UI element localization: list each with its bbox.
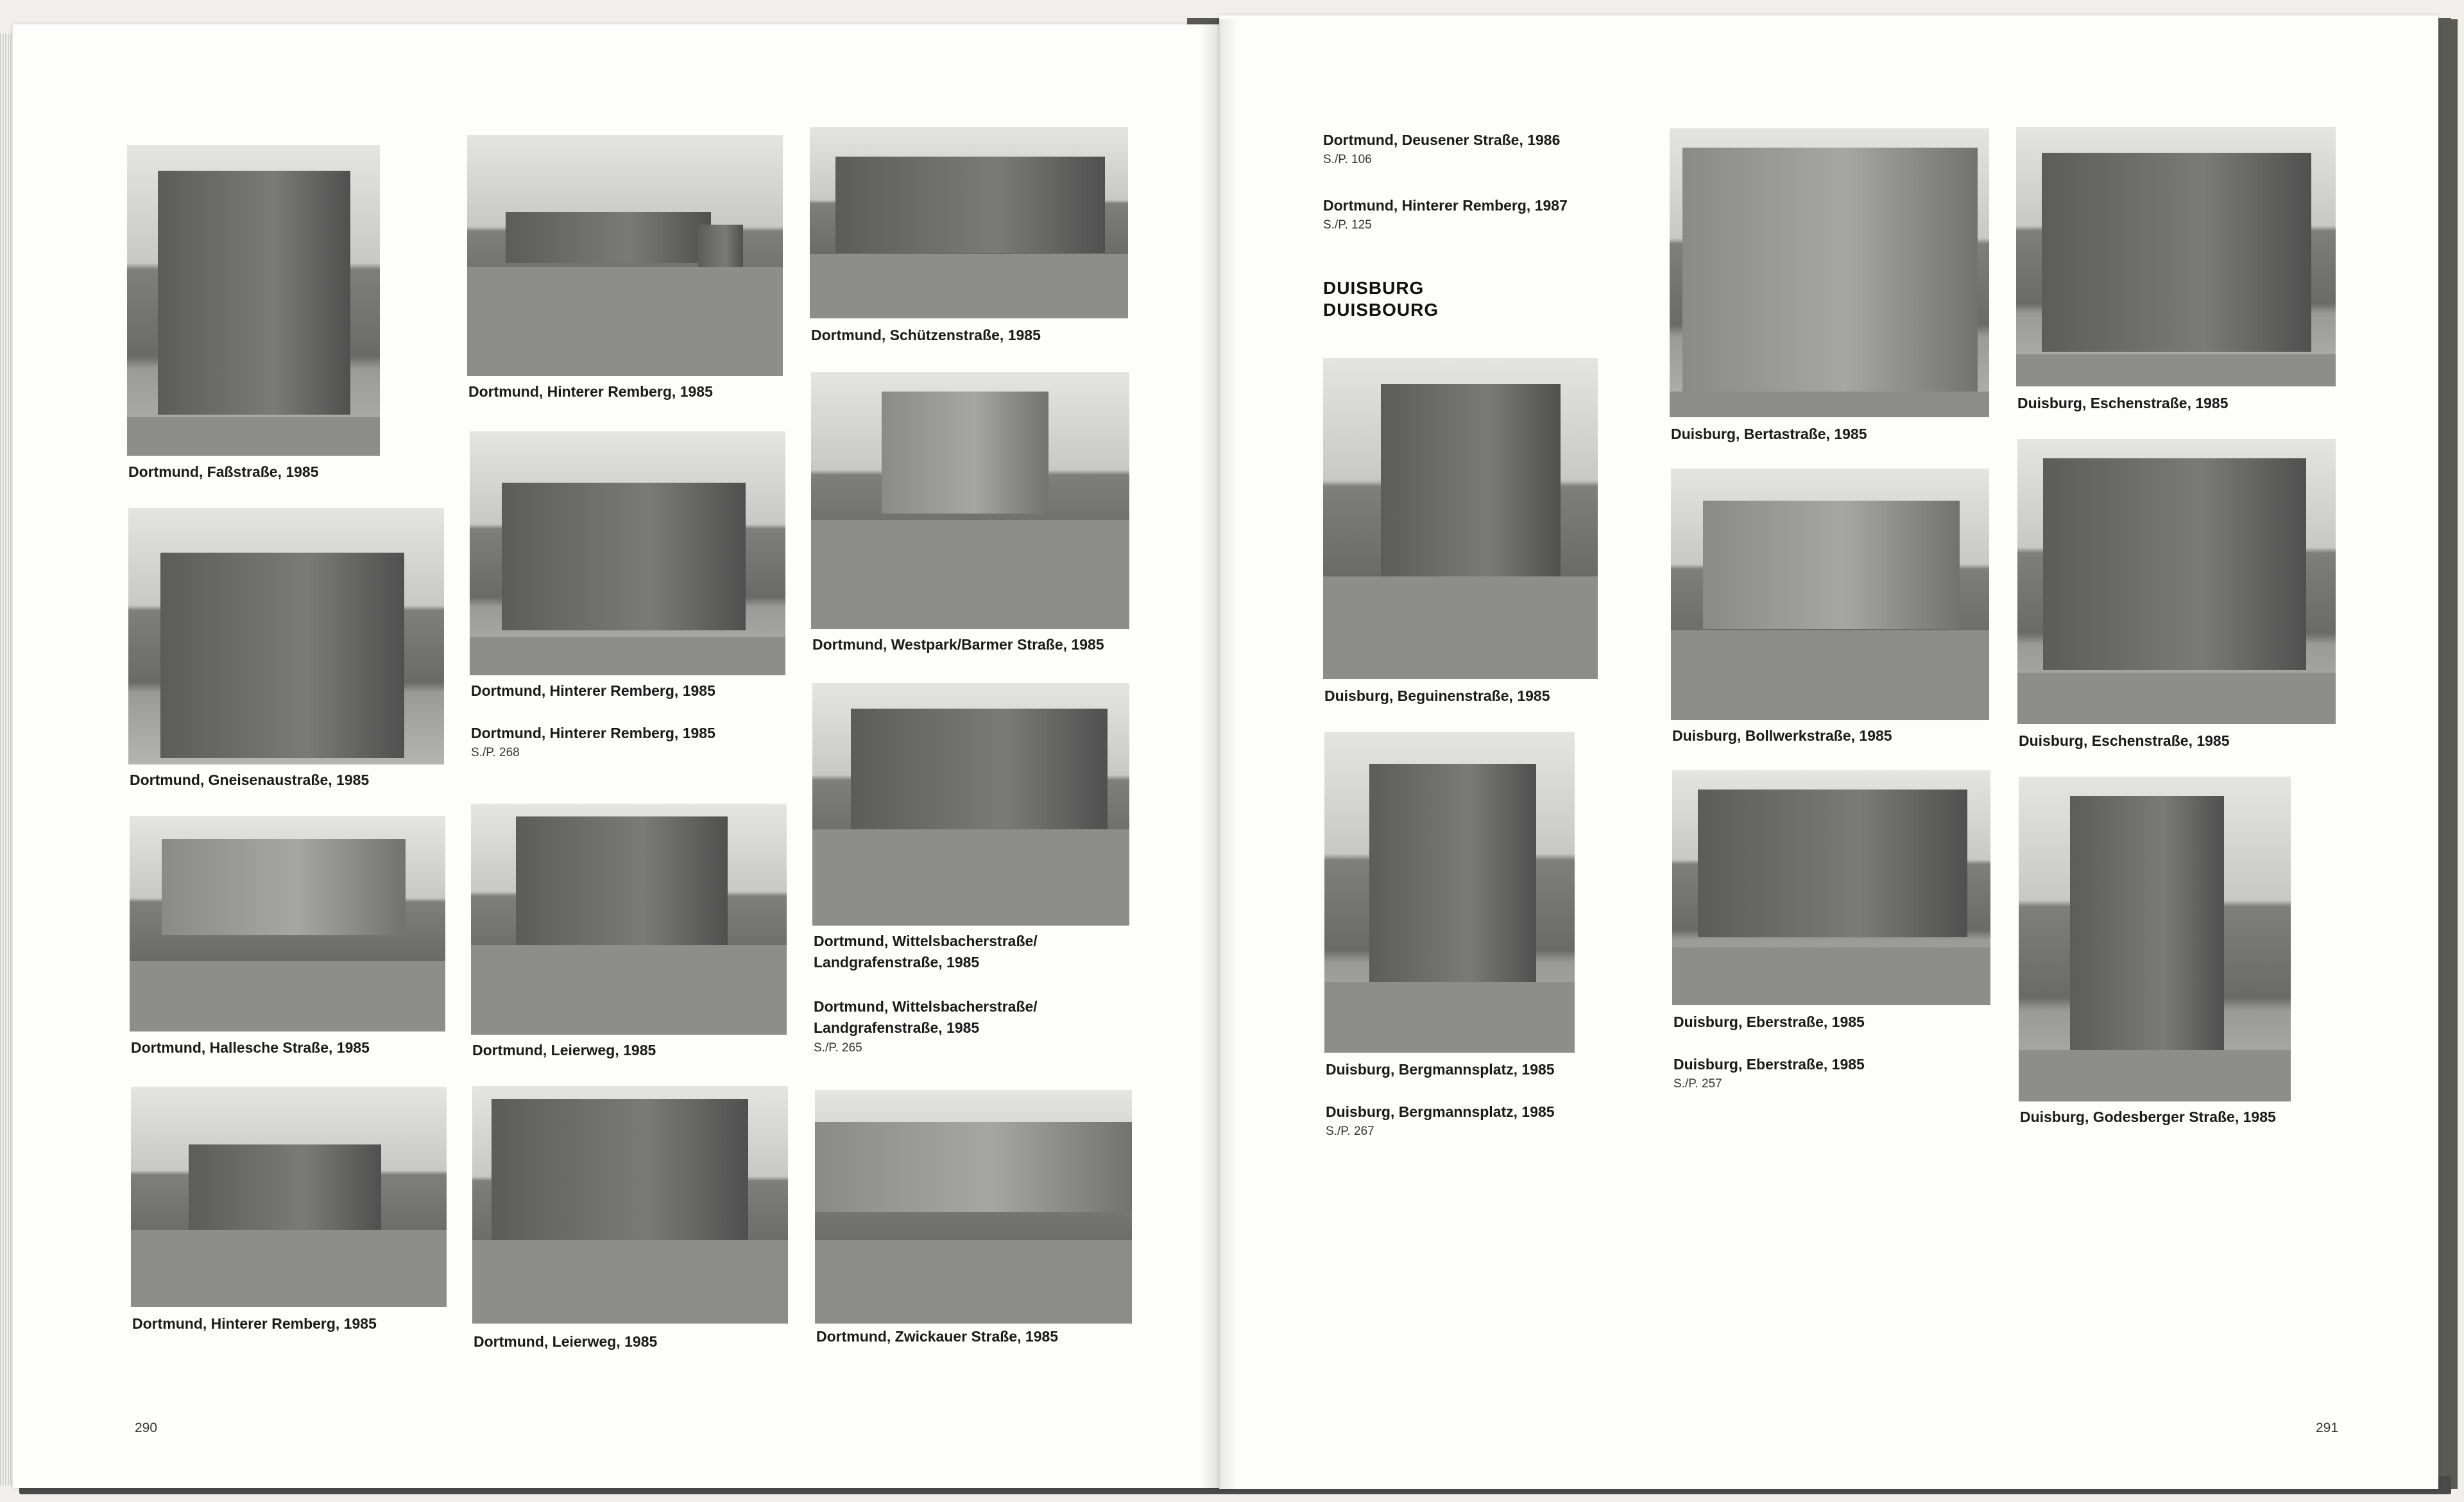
caption: Dortmund, Deusener Straße, 1986 (1323, 132, 1561, 148)
caption: Duisburg, Godesberger Straße, 1985 (2020, 1109, 2276, 1125)
book-gutter (1200, 19, 1238, 1489)
photo-eschenstrasse-2 (2017, 439, 2336, 724)
caption: Dortmund, Hinterer Remberg, 1985 (468, 383, 713, 400)
page-number: 290 (135, 1420, 158, 1435)
page-edges (0, 33, 14, 1485)
photo-schuetzenstrasse (810, 127, 1128, 318)
page-reference: S./P. 265 (814, 1041, 862, 1055)
caption: Dortmund, Hinterer Remberg, 1985 (471, 725, 715, 741)
photo-leierweg-1 (471, 804, 787, 1035)
photo-eberstrasse (1672, 770, 1990, 1005)
photo-bergmannsplatz (1324, 732, 1575, 1053)
caption: Duisburg, Beguinenstraße, 1985 (1324, 687, 1550, 704)
caption: Dortmund, Hinterer Remberg, 1985 (471, 682, 715, 699)
photo-westpark-barmer-strasse (811, 372, 1129, 629)
caption: Dortmund, Hinterer Remberg, 1987 (1323, 197, 1568, 214)
caption: Duisburg, Eschenstraße, 1985 (2017, 395, 2229, 411)
caption: Dortmund, Zwickauer Straße, 1985 (816, 1328, 1059, 1345)
caption: Duisburg, Bollwerkstraße, 1985 (1672, 727, 1892, 744)
photo-hallesche-strasse (130, 816, 445, 1032)
caption: Duisburg, Bergmannsplatz, 1985 (1326, 1061, 1555, 1078)
caption: Duisburg, Bertastraße, 1985 (1671, 426, 1867, 442)
page-reference: S./P. 267 (1326, 1125, 1374, 1138)
photo-fassstrasse (127, 145, 380, 456)
photo-hinterer-remberg-1 (467, 135, 783, 376)
photo-eschenstrasse-1 (2016, 127, 2336, 386)
page-reference: S./P. 125 (1323, 218, 1372, 232)
page-reference: S./P. 257 (1673, 1077, 1722, 1091)
photo-bollwerkstrasse (1671, 469, 1989, 720)
caption: Dortmund, Wittelsbacherstraße/ Landgrafenstraße, 1985 (814, 933, 1038, 971)
caption: Duisburg, Eberstraße, 1985 (1673, 1056, 1865, 1073)
caption: Duisburg, Bergmannsplatz, 1985 (1326, 1103, 1555, 1120)
caption: Duisburg, Eschenstraße, 1985 (2019, 732, 2230, 749)
left-page (13, 24, 1219, 1488)
page-number: 291 (2316, 1420, 2339, 1435)
photo-leierweg-2 (472, 1086, 788, 1324)
photo-gneisenaustrasse (128, 508, 444, 764)
caption: Dortmund, Leierweg, 1985 (474, 1333, 658, 1350)
photo-hinterer-remberg-4 (131, 1087, 447, 1307)
right-page (1219, 15, 2438, 1489)
page-reference: S./P. 268 (471, 746, 520, 759)
photo-beguinenstrasse (1323, 358, 1598, 679)
photo-godesberger-strasse (2019, 777, 2291, 1101)
caption: Dortmund, Westpark/Barmer Straße, 1985 (812, 636, 1104, 653)
caption: Dortmund, Leierweg, 1985 (472, 1042, 656, 1058)
city-heading: DUISBURG (1323, 278, 1425, 298)
caption: Dortmund, Wittelsbacherstraße/ Landgrafenstraße, 1985 (814, 998, 1038, 1036)
caption: Dortmund, Schützenstraße, 1985 (811, 327, 1041, 343)
caption: Dortmund, Gneisenaustraße, 1985 (130, 772, 370, 788)
photo-wittelsbacherstrasse (812, 683, 1129, 926)
caption: Duisburg, Eberstraße, 1985 (1673, 1014, 1865, 1030)
page-reference: S./P. 106 (1323, 153, 1372, 166)
caption: Dortmund, Faßstraße, 1985 (128, 463, 319, 480)
caption: Dortmund, Hallesche Straße, 1985 (131, 1039, 370, 1056)
city-heading-translation: DUISBOURG (1323, 300, 1439, 320)
photo-zwickauer-strasse (815, 1090, 1132, 1324)
photo-bertastrasse (1670, 128, 1989, 417)
caption: Dortmund, Hinterer Remberg, 1985 (132, 1315, 377, 1332)
photo-hinterer-remberg-2 (470, 431, 785, 675)
